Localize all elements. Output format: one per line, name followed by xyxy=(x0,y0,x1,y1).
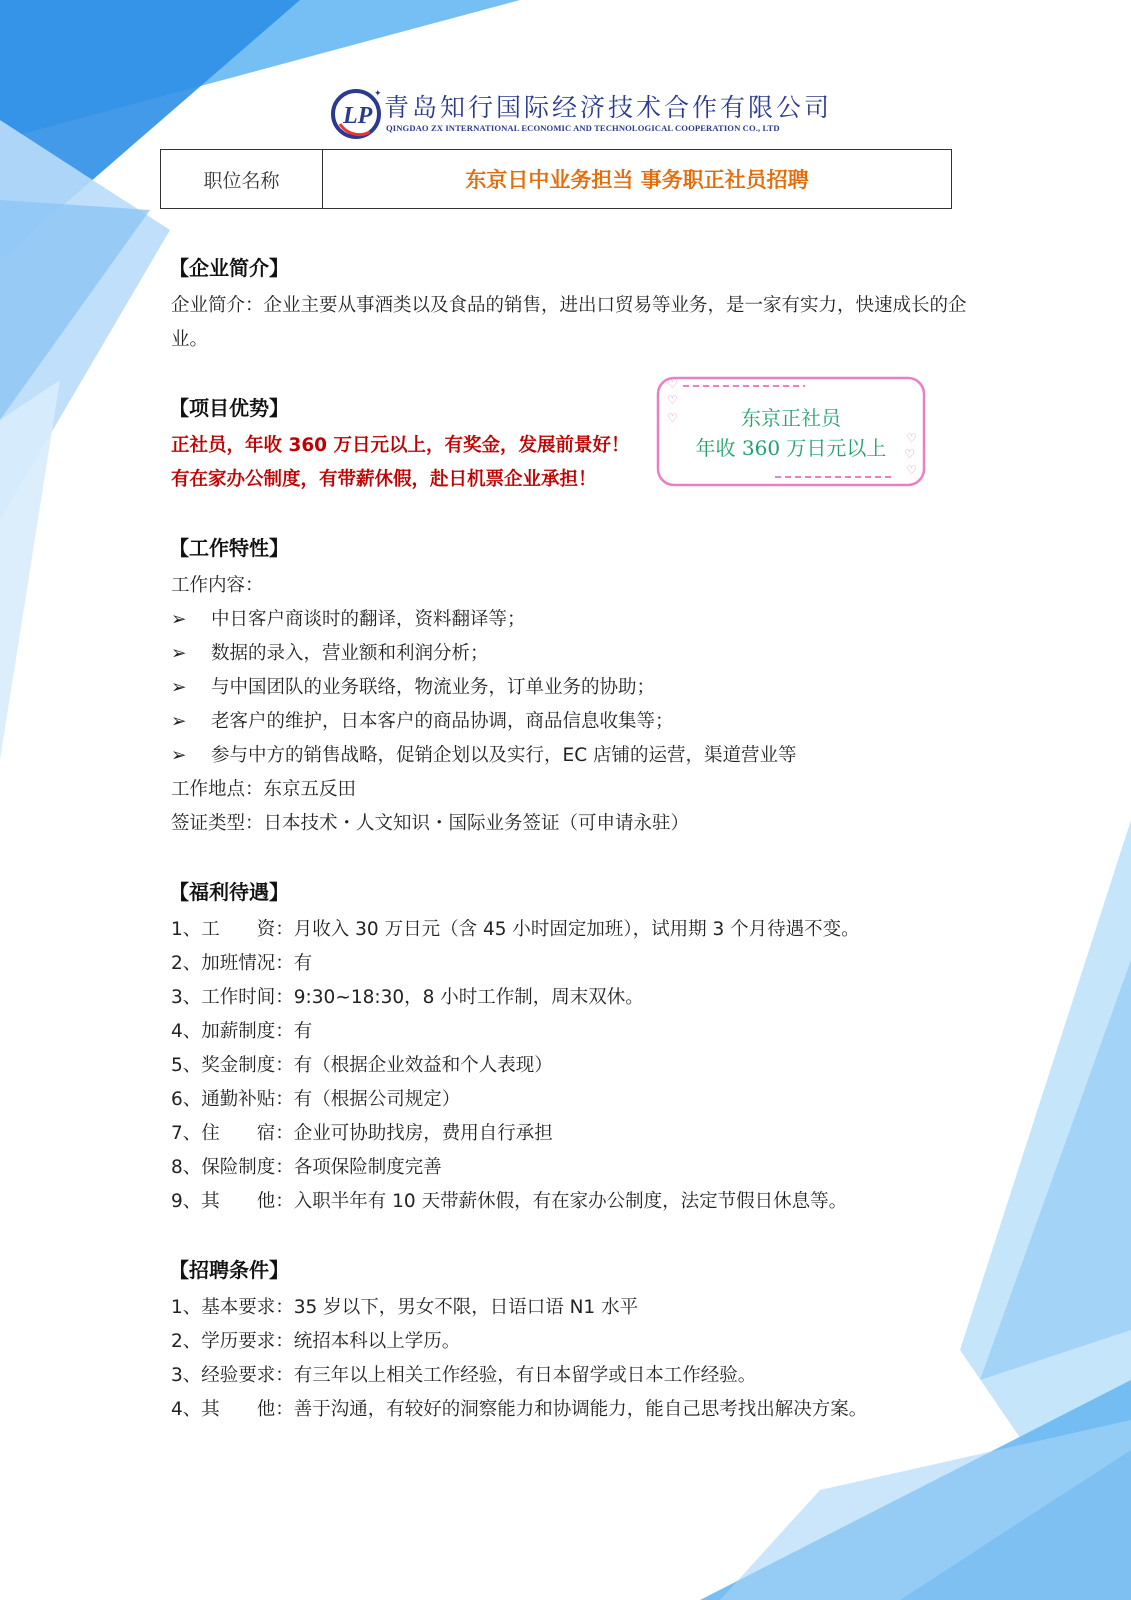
advantage-line-2: 有在家办公制度，有带薪休假，赴日机票企业承担！ xyxy=(171,469,597,490)
heart-icon: ♡ xyxy=(667,393,678,407)
benefit-item: 5、奖金制度：有（根据企业效益和个人表现） xyxy=(171,1055,553,1076)
heart-icon: ♡ xyxy=(906,463,917,477)
company-name-cn: 青岛知行国际经济技术合作有限公司 xyxy=(384,93,833,122)
benefit-item: 6、通勤补贴：有（根据公司规定） xyxy=(171,1089,461,1110)
section-title-requirements: 【招聘条件】 xyxy=(169,1258,289,1282)
heart-icon: ♡ xyxy=(667,377,678,391)
requirement-item: 3、经验要求：有三年以上相关工作经验，有日本留学或日本工作经验。 xyxy=(171,1365,757,1386)
benefit-item: 3、工作时间：9:30~18:30，8 小时工作制，周末双休。 xyxy=(171,987,644,1008)
work-location: 工作地点：东京五反田 xyxy=(171,779,357,800)
section-title-advantage: 【项目优势】 xyxy=(169,396,289,420)
logo-letters: LP xyxy=(343,103,373,129)
section-title-benefits: 【福利待遇】 xyxy=(169,880,289,904)
benefit-item: 7、住 宿：企业可协助找房，费用自行承担 xyxy=(171,1123,553,1144)
advantage-line-1: 正社员，年收 360 万日元以上，有奖金，发展前景好！ xyxy=(171,435,630,456)
job-description xyxy=(171,253,971,1427)
work-content-label: 工作内容： xyxy=(171,575,264,596)
list-item: ➢ 与中国团队的业务联络，物流业务，订单业务的协助； xyxy=(171,671,971,705)
section-title-work: 【工作特性】 xyxy=(169,536,289,560)
position-label: 职位名称 xyxy=(161,150,323,208)
benefit-item: 2、加班情况：有 xyxy=(171,953,313,974)
intro-text: 企业简介：企业主要从事酒类以及食品的销售，进出口贸易等业务，是一家有实力，快速成长的企业。 xyxy=(171,295,967,350)
heart-icon: ♡ xyxy=(904,447,915,461)
arrow-bullet-icon: ➢ xyxy=(171,643,187,664)
stamp-line-1: 东京正社员 xyxy=(741,406,841,430)
benefit-item: 9、其 他：入职半年有 10 天带薪休假，有在家办公制度，法定节假日休息等。 xyxy=(171,1191,848,1212)
benefit-item: 8、保险制度：各项保险制度完善 xyxy=(171,1157,442,1178)
svg-text:✦: ✦ xyxy=(374,89,382,99)
heart-icon: ♡ xyxy=(906,431,917,445)
arrow-bullet-icon: ➢ xyxy=(171,745,187,766)
list-item: ➢ 老客户的维护，日本客户的商品协调，商品信息收集等； xyxy=(171,705,971,739)
section-title-intro: 【企业简介】 xyxy=(169,256,289,280)
company-logo-mark-icon xyxy=(330,84,386,140)
position-title: 东京日中业务担当 事务职正社员招聘 xyxy=(465,168,809,192)
heart-icon: ♡ xyxy=(667,411,678,425)
arrow-bullet-icon: ➢ xyxy=(171,609,187,630)
arrow-bullet-icon: ➢ xyxy=(171,711,187,732)
company-name-en: QINGDAO ZX INTERNATIONAL ECONOMIC AND TECHNOLOGICAL COOPERATION CO., LTD xyxy=(386,123,780,133)
requirement-item: 1、基本要求：35 岁以下，男女不限，日语口语 N1 水平 xyxy=(171,1297,639,1318)
position-table xyxy=(160,149,952,209)
list-item: ➢ 参与中方的销售战略，促销企划以及实行，EC 店铺的运营，渠道营业等 xyxy=(171,739,971,773)
visa-type: 签证类型：日本技术・人文知识・国际业务签证（可申请永驻） xyxy=(171,813,690,834)
stamp-line-2: 年收 360 万日元以上 xyxy=(695,436,887,460)
arrow-bullet-icon: ➢ xyxy=(171,677,187,698)
requirement-item: 4、其 他：善于沟通，有较好的洞察能力和协调能力，能自己思考找出解决方案。 xyxy=(171,1399,868,1420)
company-logo xyxy=(330,84,833,140)
list-item: ➢ 中日客户商谈时的翻译，资料翻译等； xyxy=(171,603,971,637)
benefit-item: 4、加薪制度：有 xyxy=(171,1021,313,1042)
benefit-item: 1、工 资：月收入 30 万日元（含 45 小时固定加班），试用期 3 个月待遇不变。 xyxy=(171,919,860,940)
list-item: ➢ 数据的录入，营业额和利润分析； xyxy=(171,637,971,671)
requirement-item: 2、学历要求：统招本科以上学历。 xyxy=(171,1331,461,1352)
